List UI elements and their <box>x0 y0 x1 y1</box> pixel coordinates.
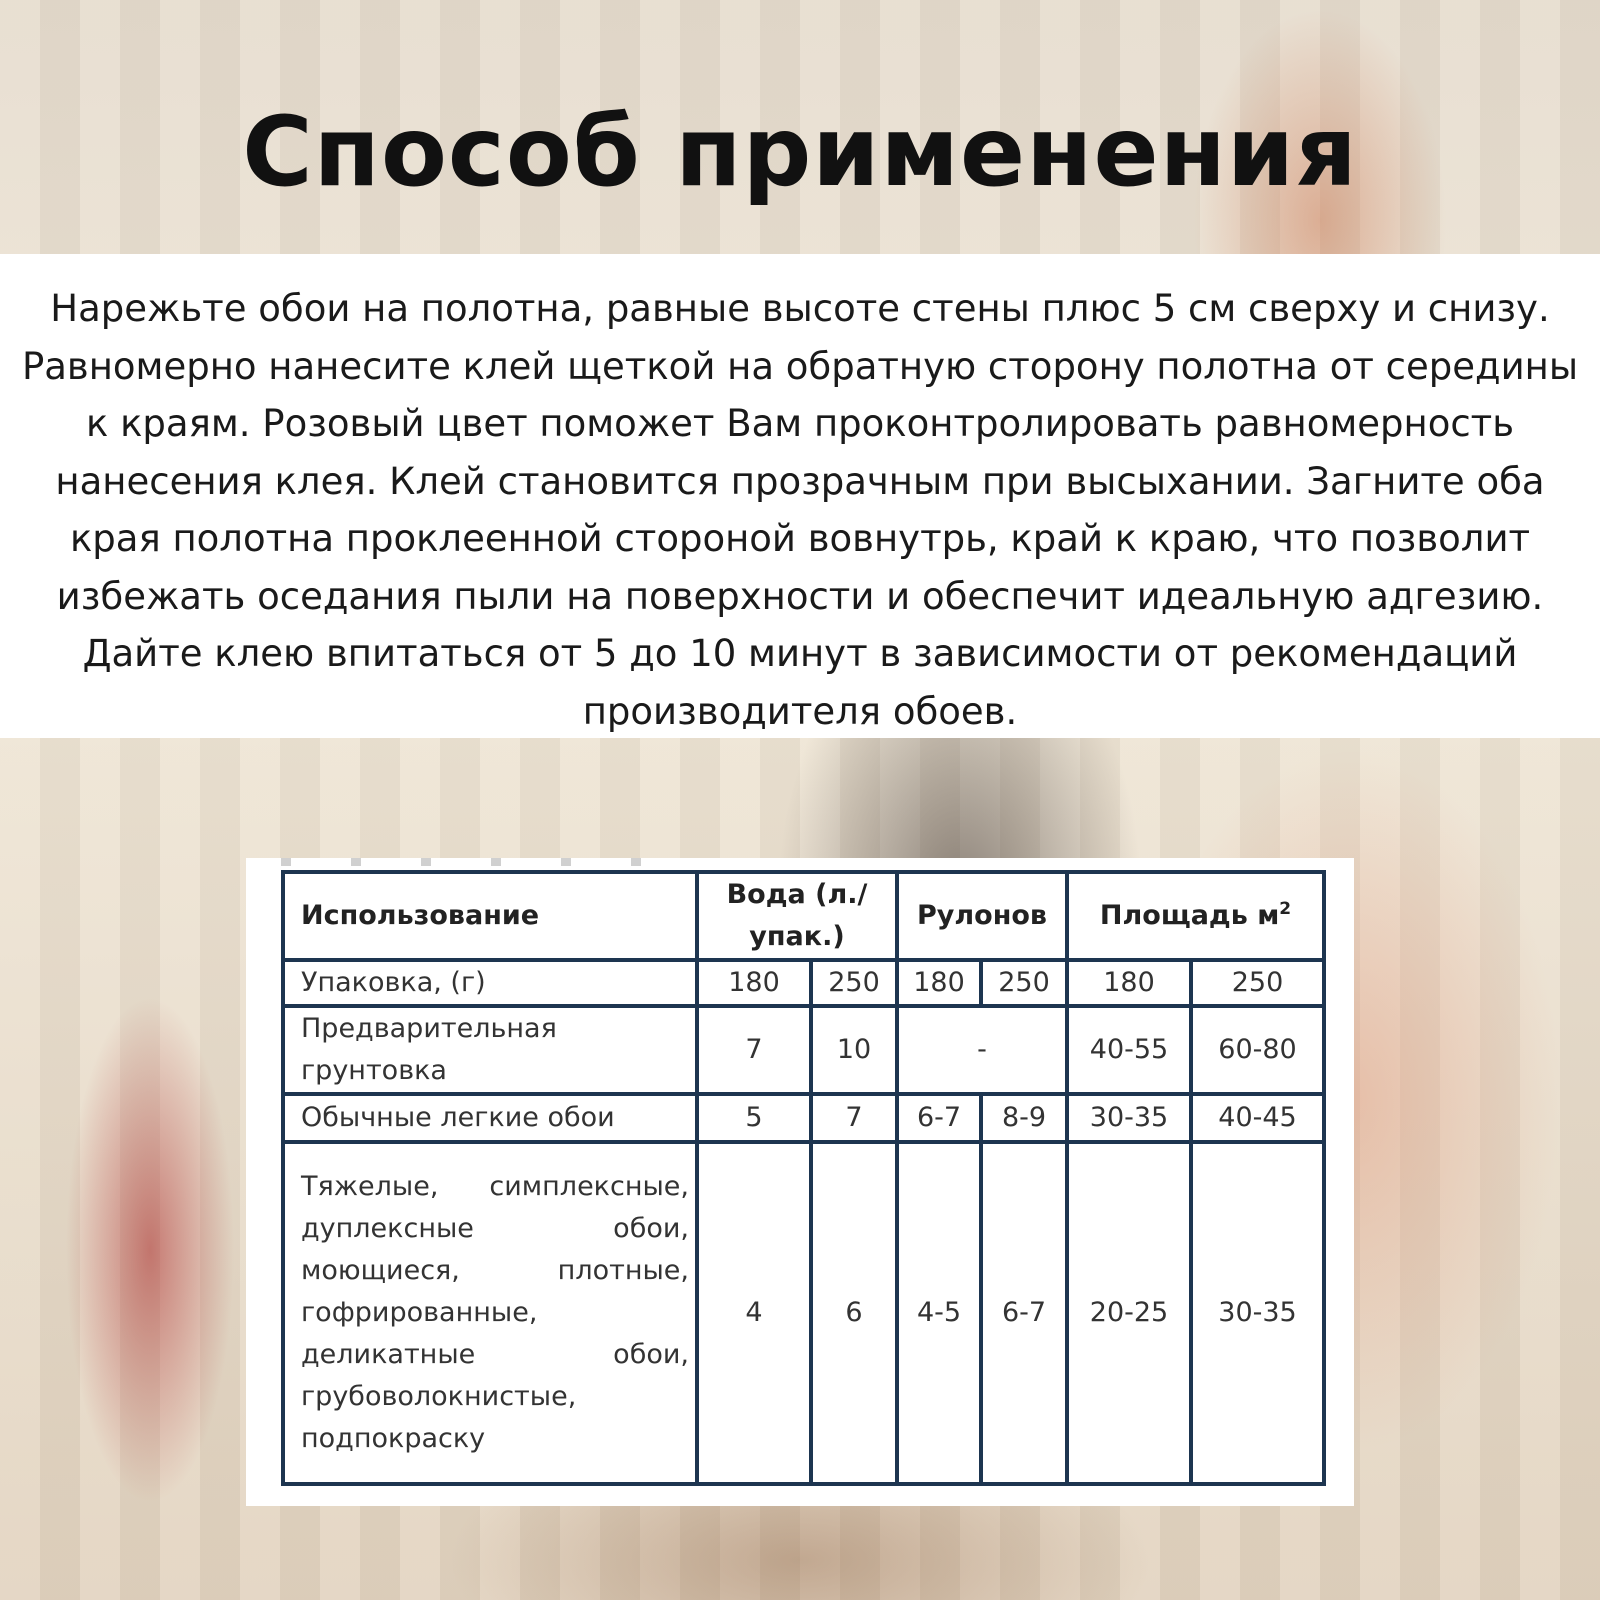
table-cell: 4 <box>697 1142 811 1484</box>
consumption-table <box>281 870 1326 1486</box>
table-header-row <box>283 872 1324 960</box>
header-area-label: Площадь м <box>1099 900 1280 931</box>
table-cell: 250 <box>811 960 897 1006</box>
table-cell: 40-55 <box>1067 1006 1191 1094</box>
table-cell: 5 <box>697 1094 811 1142</box>
table-cell: 8-9 <box>981 1094 1067 1142</box>
table-cell: 180 <box>897 960 981 1006</box>
header-rolls: Рулонов <box>897 872 1067 960</box>
table-cell: 6 <box>811 1142 897 1484</box>
table-row <box>283 1142 1324 1484</box>
table-cell: 180 <box>1067 960 1191 1006</box>
table-cell: 30-35 <box>1067 1094 1191 1142</box>
table-cell: 250 <box>981 960 1067 1006</box>
row-label: Тяжелые, симплексные, дуплексные обои, моющиеся, плотные, гофрированные, деликатные обои, грубоволокнистые, подпокраску <box>283 1142 697 1484</box>
table-cell: 7 <box>697 1006 811 1094</box>
table-cell: 4-5 <box>897 1142 981 1484</box>
table-row <box>283 960 1324 1006</box>
header-area <box>1067 872 1324 960</box>
table-cell: 6-7 <box>981 1142 1067 1484</box>
table-cell: 40-45 <box>1191 1094 1324 1142</box>
table-cell: 60-80 <box>1191 1006 1324 1094</box>
row-label: Предварительная грунтовка <box>283 1006 697 1094</box>
table-row <box>283 1094 1324 1142</box>
table-cell: - <box>897 1006 1067 1094</box>
table-cell: 7 <box>811 1094 897 1142</box>
cropped-edge-marks <box>281 858 641 866</box>
table-cell: 6-7 <box>897 1094 981 1142</box>
instructions-text: Нарежьте обои на полотна, равные высоте стены плюс 5 см сверху и снизу. Равномерно нанесите клей щеткой на обратную сторону полотна от середины к краям. Розовый цвет поможет Вам проконтролировать равномерность нанесения клея. Клей становится прозрачным при высыхании. Загните оба края полотна проклеенной стороной вовнутрь, край к краю, что позволит избежать оседания пыли на поверхности и обеспечит идеальную адгезию. Дайте клею впитаться от 5 до 10 минут в зависимости от рекомендаций производителя обоев. <box>0 254 1600 738</box>
table-cell: 250 <box>1191 960 1324 1006</box>
table-cell: 180 <box>697 960 811 1006</box>
header-usage: Использование <box>283 872 697 960</box>
page-title: Способ применения <box>242 96 1358 209</box>
header-water: Вода (л./упак.) <box>697 872 897 960</box>
row-label: Обычные легкие обои <box>283 1094 697 1142</box>
header-area-superscript: 2 <box>1279 899 1292 919</box>
table-row <box>283 1006 1324 1094</box>
consumption-table-card <box>246 858 1354 1506</box>
table-cell: 10 <box>811 1006 897 1094</box>
table-cell: 30-35 <box>1191 1142 1324 1484</box>
table-cell: 20-25 <box>1067 1142 1191 1484</box>
row-label: Упаковка, (г) <box>283 960 697 1006</box>
